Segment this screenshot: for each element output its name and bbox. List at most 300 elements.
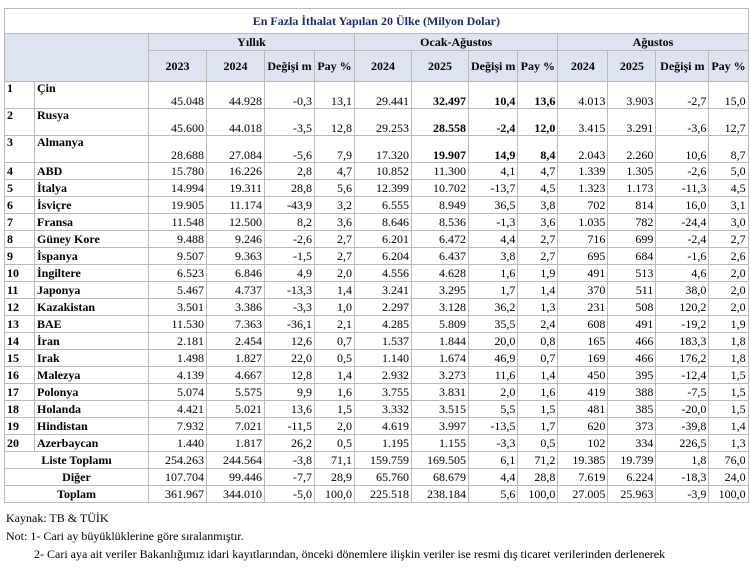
value-cell: -36,1 <box>265 316 315 333</box>
value-cell: 395 <box>608 367 656 384</box>
value-cell: 3,8 <box>469 248 518 265</box>
value-cell: 2,0 <box>709 282 748 299</box>
table-row <box>5 316 749 333</box>
value-cell: 8,4 <box>518 136 558 163</box>
value-cell: 36,2 <box>469 299 518 316</box>
value-cell: 0,8 <box>518 333 558 350</box>
value-cell: 695 <box>558 248 608 265</box>
value-cell: 17.320 <box>355 136 412 163</box>
value-cell: 4.667 <box>207 367 265 384</box>
value-cell: 7.932 <box>149 418 207 435</box>
value-cell: 120,2 <box>656 299 709 316</box>
value-cell: 1,4 <box>518 282 558 299</box>
country-cell: Rusya <box>35 109 149 136</box>
value-cell: 3.241 <box>355 282 412 299</box>
summary-row <box>5 452 749 469</box>
value-cell: -1,6 <box>656 248 709 265</box>
value-cell: 10.852 <box>355 163 412 180</box>
value-cell: 28,8 <box>265 180 315 197</box>
country-cell: Almanya <box>35 136 149 163</box>
value-cell: 10,4 <box>469 82 518 109</box>
summary-value-cell: 254.263 <box>149 452 207 469</box>
country-cell: İsviçre <box>35 197 149 214</box>
value-cell: 3,1 <box>709 197 748 214</box>
rank-cell: 3 <box>5 136 35 163</box>
value-cell: 2,8 <box>265 163 315 180</box>
value-cell: 3.295 <box>412 282 469 299</box>
value-cell: 9,9 <box>265 384 315 401</box>
value-cell: 27.084 <box>207 136 265 163</box>
rank-cell: 8 <box>5 231 35 248</box>
column-header: 2025 <box>412 51 469 82</box>
value-cell: 8.949 <box>412 197 469 214</box>
value-cell: 511 <box>608 282 656 299</box>
value-cell: -0,3 <box>265 82 315 109</box>
country-cell: Irak <box>35 350 149 367</box>
value-cell: 1,3 <box>518 299 558 316</box>
value-cell: 1.440 <box>149 435 207 452</box>
value-cell: 3.415 <box>558 109 608 136</box>
value-cell: 15.780 <box>149 163 207 180</box>
value-cell: 4.139 <box>149 367 207 384</box>
value-cell: 1.817 <box>207 435 265 452</box>
value-cell: 28.688 <box>149 136 207 163</box>
value-cell: -13,3 <box>265 282 315 299</box>
value-cell: -3,3 <box>469 435 518 452</box>
value-cell: 6.472 <box>412 231 469 248</box>
rank-cell: 6 <box>5 197 35 214</box>
value-cell: 11.300 <box>412 163 469 180</box>
value-cell: 2,0 <box>315 418 355 435</box>
column-header: Pay % <box>315 51 355 82</box>
value-cell: -3,5 <box>265 109 315 136</box>
value-cell: 491 <box>558 265 608 282</box>
table-row <box>5 248 749 265</box>
value-cell: 6.204 <box>355 248 412 265</box>
value-cell: 5.074 <box>149 384 207 401</box>
summary-value-cell: 7.619 <box>558 469 608 486</box>
value-cell: 4,5 <box>709 180 748 197</box>
value-cell: 2,0 <box>709 299 748 316</box>
value-cell: 1,8 <box>709 350 748 367</box>
value-cell: 684 <box>608 248 656 265</box>
value-cell: 46,9 <box>469 350 518 367</box>
summary-value-cell: 71,2 <box>518 452 558 469</box>
table-row <box>5 418 749 435</box>
value-cell: -13,5 <box>469 418 518 435</box>
value-cell: 26,2 <box>265 435 315 452</box>
value-cell: 9.488 <box>149 231 207 248</box>
value-cell: 1.035 <box>558 214 608 231</box>
value-cell: 13,6 <box>518 82 558 109</box>
value-cell: 3.831 <box>412 384 469 401</box>
table-row <box>5 350 749 367</box>
value-cell: 388 <box>608 384 656 401</box>
value-cell: -5,6 <box>265 136 315 163</box>
summary-value-cell: -18,3 <box>656 469 709 486</box>
value-cell: 4,6 <box>656 265 709 282</box>
value-cell: 2.297 <box>355 299 412 316</box>
value-cell: -7,5 <box>656 384 709 401</box>
column-header: Değişi m <box>656 51 709 82</box>
table-row <box>5 163 749 180</box>
value-cell: 1,5 <box>709 367 748 384</box>
summary-value-cell: -7,7 <box>265 469 315 486</box>
value-cell: -3,6 <box>656 109 709 136</box>
value-cell: 1.339 <box>558 163 608 180</box>
value-cell: 7.021 <box>207 418 265 435</box>
value-cell: 2,7 <box>518 248 558 265</box>
value-cell: 2,7 <box>315 231 355 248</box>
summary-value-cell: 5,6 <box>469 486 518 503</box>
group-header-ocak-agustos: Ocak-Ağustos <box>355 34 558 51</box>
summary-value-cell: 19.739 <box>608 452 656 469</box>
country-cell: Çin <box>35 82 149 109</box>
rank-cell: 19 <box>5 418 35 435</box>
value-cell: 1,6 <box>518 384 558 401</box>
value-cell: 1,5 <box>315 401 355 418</box>
rank-cell: 20 <box>5 435 35 452</box>
value-cell: -2,4 <box>656 231 709 248</box>
value-cell: 370 <box>558 282 608 299</box>
value-cell: 16,0 <box>656 197 709 214</box>
value-cell: 35,5 <box>469 316 518 333</box>
value-cell: 508 <box>608 299 656 316</box>
value-cell: 15,0 <box>709 82 748 109</box>
value-cell: -2,7 <box>656 82 709 109</box>
value-cell: 8,7 <box>709 136 748 163</box>
value-cell: 716 <box>558 231 608 248</box>
value-cell: 3.332 <box>355 401 412 418</box>
summary-row <box>5 469 749 486</box>
value-cell: 3.997 <box>412 418 469 435</box>
column-header: 2024 <box>207 51 265 82</box>
country-cell: BAE <box>35 316 149 333</box>
value-cell: 1.173 <box>608 180 656 197</box>
column-header: Pay % <box>709 51 748 82</box>
value-cell: -11,3 <box>656 180 709 197</box>
value-cell: 334 <box>608 435 656 452</box>
value-cell: 3,6 <box>518 214 558 231</box>
country-cell: Polonya <box>35 384 149 401</box>
value-cell: 44.018 <box>207 109 265 136</box>
value-cell: -39,8 <box>656 418 709 435</box>
value-cell: 29.441 <box>355 82 412 109</box>
value-cell: 2,0 <box>709 265 748 282</box>
value-cell: 419 <box>558 384 608 401</box>
value-cell: 0,7 <box>518 350 558 367</box>
value-cell: 1,4 <box>315 282 355 299</box>
value-cell: 9.363 <box>207 248 265 265</box>
value-cell: 6.437 <box>412 248 469 265</box>
value-cell: 5,0 <box>709 163 748 180</box>
value-cell: 176,2 <box>656 350 709 367</box>
rank-cell: 17 <box>5 384 35 401</box>
value-cell: -11,5 <box>265 418 315 435</box>
value-cell: 4,1 <box>469 163 518 180</box>
value-cell: 1,3 <box>709 435 748 452</box>
value-cell: 608 <box>558 316 608 333</box>
value-cell: 3,8 <box>518 197 558 214</box>
country-cell: İtalya <box>35 180 149 197</box>
rank-cell: 5 <box>5 180 35 197</box>
summary-value-cell: 244.564 <box>207 452 265 469</box>
value-cell: 2.260 <box>608 136 656 163</box>
value-cell: 22,0 <box>265 350 315 367</box>
summary-row <box>5 486 749 503</box>
rank-cell: 1 <box>5 82 35 109</box>
value-cell: 45.600 <box>149 109 207 136</box>
summary-value-cell: -3,9 <box>656 486 709 503</box>
value-cell: 1.155 <box>412 435 469 452</box>
import-table <box>4 8 749 503</box>
value-cell: -2,6 <box>656 163 709 180</box>
value-cell: 4.285 <box>355 316 412 333</box>
value-cell: 7.363 <box>207 316 265 333</box>
summary-value-cell: -3,8 <box>265 452 315 469</box>
value-cell: 6.201 <box>355 231 412 248</box>
value-cell: -19,2 <box>656 316 709 333</box>
value-cell: -24,4 <box>656 214 709 231</box>
rank-cell: 9 <box>5 248 35 265</box>
summary-value-cell: 100,0 <box>709 486 748 503</box>
value-cell: 373 <box>608 418 656 435</box>
value-cell: 8.646 <box>355 214 412 231</box>
value-cell: 1,7 <box>518 418 558 435</box>
group-header-yillik: Yıllık <box>149 34 355 51</box>
value-cell: 4,7 <box>518 163 558 180</box>
column-header: 2025 <box>608 51 656 82</box>
country-cell: Malezya <box>35 367 149 384</box>
value-cell: 7,9 <box>315 136 355 163</box>
value-cell: 6.846 <box>207 265 265 282</box>
value-cell: 28.558 <box>412 109 469 136</box>
country-cell: Hindistan <box>35 418 149 435</box>
table-row <box>5 401 749 418</box>
table-row <box>5 197 749 214</box>
value-cell: 782 <box>608 214 656 231</box>
value-cell: 5.809 <box>412 316 469 333</box>
rank-cell: 18 <box>5 401 35 418</box>
value-cell: 1,4 <box>518 367 558 384</box>
value-cell: 0,7 <box>315 333 355 350</box>
rank-cell: 16 <box>5 367 35 384</box>
summary-value-cell: 19.385 <box>558 452 608 469</box>
value-cell: 1.305 <box>608 163 656 180</box>
value-cell: 2,6 <box>709 248 748 265</box>
value-cell: -1,3 <box>469 214 518 231</box>
value-cell: 1.140 <box>355 350 412 367</box>
value-cell: 466 <box>608 333 656 350</box>
value-cell: 19.311 <box>207 180 265 197</box>
value-cell: 1,5 <box>709 384 748 401</box>
value-cell: 4,7 <box>315 163 355 180</box>
value-cell: 2,7 <box>518 231 558 248</box>
summary-value-cell: 225.518 <box>355 486 412 503</box>
value-cell: 1.195 <box>355 435 412 452</box>
value-cell: 2,4 <box>518 316 558 333</box>
table-row <box>5 265 749 282</box>
rank-cell: 10 <box>5 265 35 282</box>
table-row <box>5 435 749 452</box>
value-cell: 44.928 <box>207 82 265 109</box>
value-cell: 5.021 <box>207 401 265 418</box>
value-cell: 620 <box>558 418 608 435</box>
summary-value-cell: 27.005 <box>558 486 608 503</box>
rank-cell: 15 <box>5 350 35 367</box>
value-cell: 12.399 <box>355 180 412 197</box>
value-cell: -2,4 <box>469 109 518 136</box>
value-cell: 3.386 <box>207 299 265 316</box>
value-cell: 11.548 <box>149 214 207 231</box>
value-cell: 32.497 <box>412 82 469 109</box>
value-cell: 165 <box>558 333 608 350</box>
value-cell: 3.501 <box>149 299 207 316</box>
value-cell: 12.500 <box>207 214 265 231</box>
value-cell: 1.323 <box>558 180 608 197</box>
summary-value-cell: 6,1 <box>469 452 518 469</box>
value-cell: 183,3 <box>656 333 709 350</box>
value-cell: 1.827 <box>207 350 265 367</box>
table-row <box>5 136 749 163</box>
value-cell: 4.737 <box>207 282 265 299</box>
value-cell: 699 <box>608 231 656 248</box>
value-cell: 5,5 <box>469 401 518 418</box>
value-cell: 2.043 <box>558 136 608 163</box>
country-cell: Kazakistan <box>35 299 149 316</box>
value-cell: 4.556 <box>355 265 412 282</box>
table-title: En Fazla İthalat Yapılan 20 Ülke (Milyon Dolar) <box>5 9 749 34</box>
value-cell: 11,6 <box>469 367 518 384</box>
table-row <box>5 333 749 350</box>
value-cell: 12,0 <box>518 109 558 136</box>
country-cell: Azerbaycan <box>35 435 149 452</box>
value-cell: 12,8 <box>315 109 355 136</box>
value-cell: 491 <box>608 316 656 333</box>
value-cell: 3.903 <box>608 82 656 109</box>
value-cell: 45.048 <box>149 82 207 109</box>
value-cell: -3,3 <box>265 299 315 316</box>
value-cell: 2,1 <box>315 316 355 333</box>
value-cell: 13,1 <box>315 82 355 109</box>
column-header: Pay % <box>518 51 558 82</box>
value-cell: 702 <box>558 197 608 214</box>
column-header: 2023 <box>149 51 207 82</box>
value-cell: 3,6 <box>315 214 355 231</box>
value-cell: 3.273 <box>412 367 469 384</box>
value-cell: 1.844 <box>412 333 469 350</box>
summary-label: Toplam <box>5 486 149 503</box>
table-row <box>5 231 749 248</box>
source-note: Kaynak: TB & TÜİK <box>6 511 109 525</box>
value-cell: 0,5 <box>518 435 558 452</box>
value-cell: 2.932 <box>355 367 412 384</box>
value-cell: 1,4 <box>709 418 748 435</box>
value-cell: 4,4 <box>469 231 518 248</box>
value-cell: 2,0 <box>469 384 518 401</box>
table-row <box>5 299 749 316</box>
summary-value-cell: 159.759 <box>355 452 412 469</box>
value-cell: 9.246 <box>207 231 265 248</box>
country-cell: İngiltere <box>35 265 149 282</box>
value-cell: 1,4 <box>315 367 355 384</box>
rank-cell: 14 <box>5 333 35 350</box>
column-header: Değişi m <box>265 51 315 82</box>
table-row <box>5 109 749 136</box>
value-cell: 3.755 <box>355 384 412 401</box>
value-cell: 5.467 <box>149 282 207 299</box>
value-cell: 1,8 <box>709 333 748 350</box>
summary-value-cell: 4,4 <box>469 469 518 486</box>
note-1: Not: 1- Cari ay büyüklüklerine göre sıralanmıştır. <box>6 529 244 543</box>
table-row <box>5 180 749 197</box>
value-cell: 38,0 <box>656 282 709 299</box>
summary-value-cell: 361.967 <box>149 486 207 503</box>
summary-value-cell: 68.679 <box>412 469 469 486</box>
value-cell: 11.530 <box>149 316 207 333</box>
value-cell: 385 <box>608 401 656 418</box>
value-cell: 6.523 <box>149 265 207 282</box>
value-cell: 1,6 <box>315 384 355 401</box>
value-cell: 16.226 <box>207 163 265 180</box>
value-cell: 1.537 <box>355 333 412 350</box>
summary-value-cell: 100,0 <box>518 486 558 503</box>
value-cell: 6.555 <box>355 197 412 214</box>
value-cell: 8.536 <box>412 214 469 231</box>
column-header: Değişi m <box>469 51 518 82</box>
column-header: 2024 <box>355 51 412 82</box>
rank-cell: 11 <box>5 282 35 299</box>
value-cell: 11.174 <box>207 197 265 214</box>
value-cell: 226,5 <box>656 435 709 452</box>
value-cell: 1,0 <box>315 299 355 316</box>
table-row <box>5 282 749 299</box>
value-cell: 1,9 <box>518 265 558 282</box>
value-cell: 10.702 <box>412 180 469 197</box>
value-cell: 466 <box>608 350 656 367</box>
column-header: 2024 <box>558 51 608 82</box>
summary-label: Liste Toplamı <box>5 452 149 469</box>
value-cell: -2,6 <box>265 231 315 248</box>
value-cell: 4,9 <box>265 265 315 282</box>
country-cell: ABD <box>35 163 149 180</box>
rank-cell: 12 <box>5 299 35 316</box>
country-cell: Holanda <box>35 401 149 418</box>
group-header-agustos: Ağustos <box>558 34 748 51</box>
value-cell: 3.291 <box>608 109 656 136</box>
value-cell: 1.498 <box>149 350 207 367</box>
value-cell: 2.181 <box>149 333 207 350</box>
value-cell: -12,4 <box>656 367 709 384</box>
value-cell: 814 <box>608 197 656 214</box>
value-cell: 9.507 <box>149 248 207 265</box>
value-cell: 1,5 <box>518 401 558 418</box>
value-cell: 4.628 <box>412 265 469 282</box>
summary-value-cell: 107.704 <box>149 469 207 486</box>
summary-value-cell: 28,8 <box>518 469 558 486</box>
value-cell: 0,5 <box>315 435 355 452</box>
value-cell: 29.253 <box>355 109 412 136</box>
summary-value-cell: 6.224 <box>608 469 656 486</box>
summary-value-cell: 1,8 <box>656 452 709 469</box>
value-cell: 1,9 <box>709 316 748 333</box>
summary-value-cell: 100,0 <box>315 486 355 503</box>
value-cell: 12,6 <box>265 333 315 350</box>
summary-value-cell: 76,0 <box>709 452 748 469</box>
rank-cell: 13 <box>5 316 35 333</box>
summary-value-cell: 65.760 <box>355 469 412 486</box>
value-cell: 4.013 <box>558 82 608 109</box>
